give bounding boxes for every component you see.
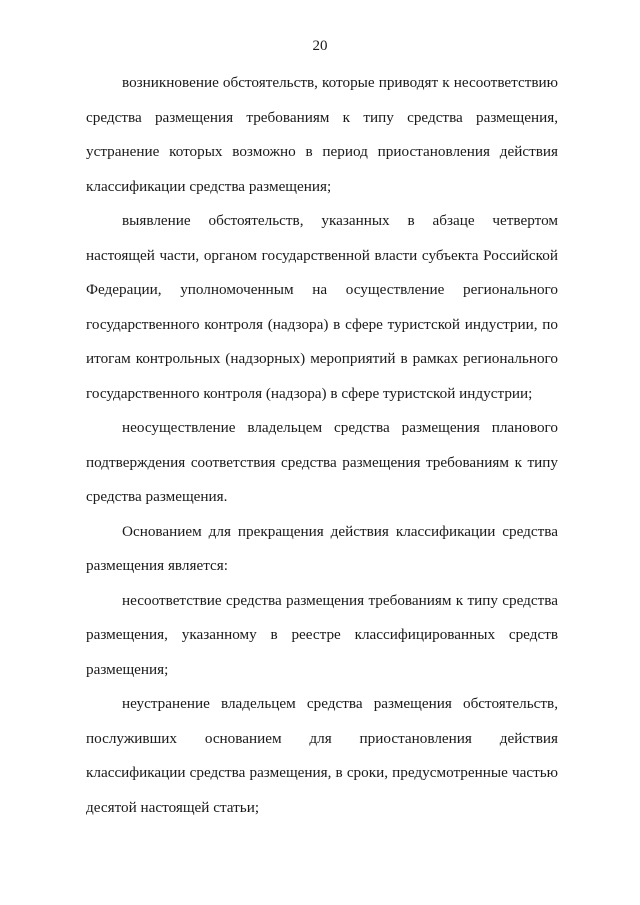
paragraph: выявление обстоятельств, указанных в абзаце четвертом настоящей части, органом государственной власти субъекта Российской Федерации, уполномоченным на осуществление регионального государственного контроля (надзора) в сфере туристской индустрии, по итогам контрольных (надзорных) мероприятий в рамках регионального государственного контроля (надзора) в сфере туристской индустрии;: [86, 212, 558, 402]
page-number: 20: [312, 38, 328, 54]
paragraph: неустранение владельцем средства размещения обстоятельств, послуживших основанием для приостановления действия классификации средства размещения, в сроки, предусмотренные частью десятой настоящей статьи;: [86, 695, 558, 816]
paragraph: несоответствие средства размещения требованиям к типу средства размещения, указанному в реестре классифицированных средств размещения;: [86, 591, 558, 678]
paragraph: неосуществление владельцем средства размещения планового подтверждения соответствия средства размещения требованиям к типу средства размещения.: [86, 419, 558, 505]
document-body: [86, 66, 558, 825]
paragraph: возникновение обстоятельств, которые приводят к несоответствию средства размещения требованиям к типу средства размещения, устранение которых возможно в период приостановления действия классификации средства размещения;: [86, 74, 558, 195]
paragraph: Основанием для прекращения действия классификации средства размещения является:: [86, 522, 558, 574]
